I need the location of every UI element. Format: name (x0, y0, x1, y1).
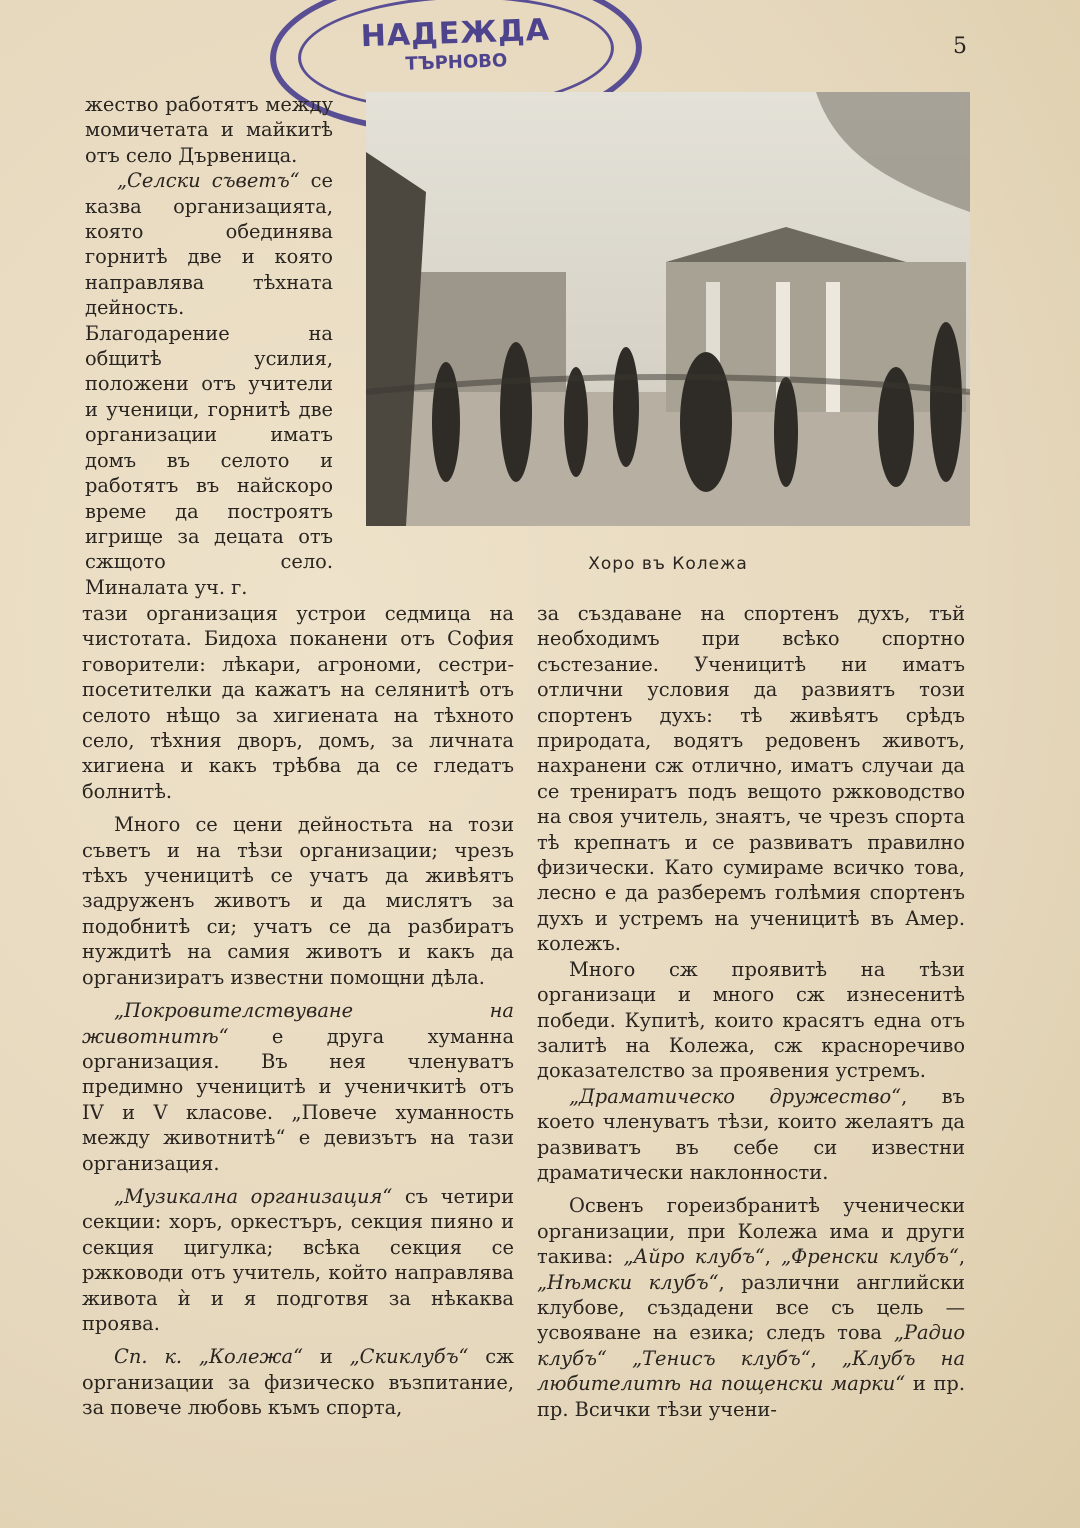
organization-name: Сп. к. „Колежа“ (114, 1345, 303, 1369)
organization-name: „Музикална организация“ (114, 1184, 393, 1208)
text-span: и пр. пр. Всички тѣзи учени- (537, 1372, 965, 1421)
organization-name: „Покровителствуване на животнитѣ“ (82, 999, 514, 1048)
organization-name: „Нѣмски клубъ“ (537, 1270, 719, 1294)
stamp-line-1: НАДЕЖДА (360, 12, 551, 55)
paragraph (82, 998, 514, 1176)
paragraph: тази организация устрои седмица на чистотата. Бидоха поканени отъ София говорители: лѣкари, агрономи, сестри-посетителки да кажатъ на селянитѣ отъ селото нѣщо за хигиената на тѣхното село, тѣхния дворъ, домъ, за личната хигиена и какъ трѣбва да се гледатъ болнитѣ. (82, 602, 514, 803)
text-span: съ четири секции: хоръ, оркестъръ, секция пияно и секция цигулка; всѣка секция се ржководи отъ учитель, който направлява живота ѝ и я подготвя за нѣкаква проява. (82, 1184, 515, 1335)
page-number: 5 (953, 34, 967, 59)
stamp-line-2: ТЪРНОВО (405, 50, 508, 75)
text-span: Освенъ гореизбранитѣ ученически организации, при Колежа има и други такива: (537, 1194, 965, 1269)
text-span: , въ което членуватъ тѣзи, които желаятъ да развиватъ въ себе си известни драматически наклонности. (537, 1084, 965, 1184)
paragraph (537, 1193, 965, 1422)
text-span: е друга хуманна организация. Въ нея членуватъ предимно ученицитѣ и ученичкитѣ отъ IV и V класове. „Повече хуманность между животнитѣ“ е девизътъ на тази организация. (82, 1024, 514, 1175)
text-span (607, 1347, 632, 1370)
left-text-column (82, 601, 514, 1421)
text-span: , (810, 1346, 843, 1370)
text-span: се казва организацията, която обединява горнитѣ две и която направлява тѣхната дейность. Благодарение на общитѣ усилия, положени отъ учители и ученици, горнитѣ две организации иматъ домъ въ селото и работятъ въ найскоро време да построятъ игрище за децата отъ сжщото село. Миналата уч. г. (85, 169, 333, 599)
text-span: сж организации за физическо възпитание, за повече любовь къмъ спорта, (82, 1345, 514, 1420)
text-span: , (958, 1245, 965, 1269)
organization-name: „Айро клубъ“ (623, 1245, 765, 1269)
photo-horo-dance (366, 92, 970, 526)
photo-caption: Хоро въ Колежа (588, 554, 748, 574)
top-text-column (85, 92, 333, 600)
paragraph (82, 1344, 514, 1420)
text-span: и (303, 1345, 350, 1369)
right-text-column (537, 601, 965, 1422)
paragraph (537, 1084, 965, 1186)
organization-name: „Скиклубъ“ (349, 1345, 469, 1369)
organization-name: „Клубъ на любителитѣ на пощенски марки“ (537, 1346, 966, 1396)
organization-name: „Тенисъ клубъ“ (632, 1346, 811, 1370)
organization-name: „Селски съветъ“ (117, 169, 300, 193)
text-span: , (764, 1245, 782, 1269)
paragraph: жество работятъ между момичетата и майкитѣ отъ село Дървеница. (85, 93, 333, 167)
paragraph (85, 168, 333, 600)
paragraph: за създаване на спортенъ духъ, тъй необходимъ при всѣко спортно състезание. Ученицитѣ ни иматъ отлични условия да развиятъ този спортенъ духъ: тѣ живѣятъ срѣдъ природата, водятъ редовенъ животъ, нахранени сж отлично, иматъ случаи да се трениратъ подъ вещото ржководство на своя учитель, знаятъ, че чрезъ спорта тѣ крепнатъ и се развиватъ правилно физически. Като сумираме всичко това, лесно е да разберемъ голѣмия спортенъ духъ и устремъ на ученицитѣ въ Амер. колежъ. (537, 602, 965, 956)
organization-name: „Радио клубъ“ (537, 1321, 965, 1370)
organization-name: „Френски клубъ“ (781, 1245, 959, 1269)
paragraph: Много сж проявитѣ на тѣзи организаци и много сж изнесенитѣ победи. Купитѣ, които красятъ една отъ залитѣ на Колежа, сж красноречиво доказателство за проявения устремъ. (537, 957, 965, 1083)
organization-name: „Драматическо дружество“ (569, 1084, 902, 1108)
paragraph (82, 1184, 514, 1336)
paragraph: Много се цени дейностьта на този съветъ и на тѣзи организации; чрезъ тѣхъ ученицитѣ се учатъ да живѣятъ задруженъ животъ и да мислятъ за подобнитѣ си; учатъ се да разбиратъ нуждитѣ на самия животъ и какъ да организиратъ известни помощни дѣла. (82, 813, 514, 989)
text-span: , различни английски клубове, създадени все съ цель — усвояване на езика; следъ това (537, 1270, 965, 1345)
